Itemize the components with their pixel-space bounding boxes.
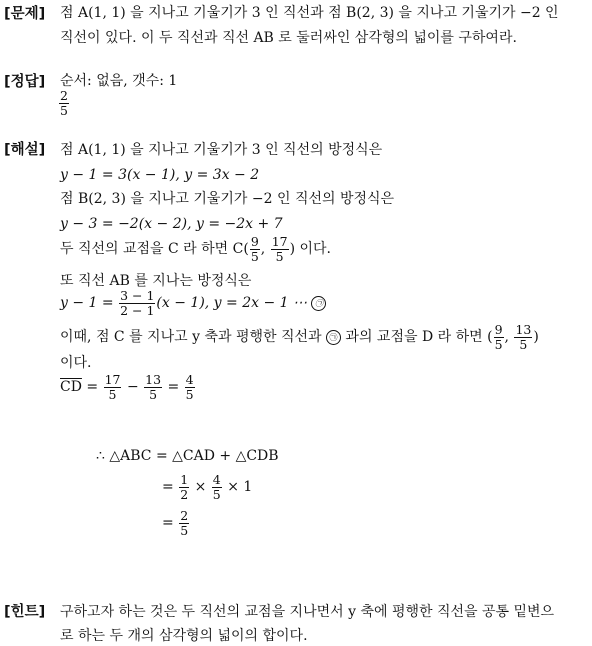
solution-line-2: 점 B(2, 3) 을 지나고 기울기가 −2 인 직선의 방정식은 <box>60 191 395 207</box>
hint-label: [힌트] <box>4 604 46 620</box>
solution-line-1: 점 A(1, 1) 을 지나고 기울기가 3 인 직선의 방정식은 <box>60 142 383 158</box>
solution-intersection-d: 이때, 점 C 를 지나고 y 축과 평행한 직선과 ㉠ 과의 교점을 D 라 하면 ( $\frac{9}{5}$ , $\frac{13}{5}$ ) <box>60 321 539 352</box>
solution-cd-length: $\overline{CD}$ = $\frac{17}{5}$ − $\frac{13}{5}$ = $\frac{4}{5}$ <box>60 371 194 402</box>
solution-area-product: = $\frac{1}{2}$ × $\frac{4}{5}$ × 1 <box>162 471 253 502</box>
solution-line-ab: 또 직선 AB 를 지나는 방정식은 <box>60 273 252 289</box>
answer-label: [정답] <box>4 74 46 90</box>
solution-eq-ab: y − 1 = $\frac{3 - 1}{2 - 1}$ (x − 1), y = 2x − 1 ⋯ ㉠ <box>60 286 326 320</box>
problem-line-2: 직선이 있다. 이 두 직선과 직선 AB 로 둘러싸인 삼각형의 넓이를 구하여라. <box>60 30 517 46</box>
answer-meta: 순서: 없음, 갯수: 1 <box>60 73 178 89</box>
solution-intersection-c: 두 직선의 교점을 C 라 하면 C( $\frac{9}{5}$ , $\frac{17}{5}$ ) 이다. <box>60 233 332 264</box>
solution-therefore-line: ∴ △ABC = △CAD + △CDB <box>96 448 279 464</box>
answer-numerator: 2 <box>60 88 68 103</box>
solution-area-result: = $\frac{2}{5}$ <box>162 507 189 538</box>
circle-label-icon: ㉠ <box>326 330 341 345</box>
answer-value <box>58 89 70 118</box>
problem-line-1: 점 A(1, 1) 을 지나고 기울기가 3 인 직선과 점 B(2, 3) 을 지나고 기울기가 −2 인 <box>60 5 559 21</box>
problem-label: [문제] <box>4 6 46 22</box>
circle-label-icon: ㉠ <box>311 296 326 311</box>
answer-denominator: 5 <box>60 103 68 118</box>
solution-line-ida: 이다. <box>60 355 92 371</box>
solution-label: [해설] <box>4 142 46 158</box>
hint-line-2: 로 하는 두 개의 삼각형의 넓이의 합이다. <box>60 628 308 644</box>
hint-line-1: 구하고자 하는 것은 두 직선의 교점을 지나면서 y 축에 평행한 직선을 공통 밑변으 <box>60 604 555 620</box>
solution-eq-2: y − 3 = −2(x − 2), y = −2x + 7 <box>60 216 283 232</box>
solution-eq-1: y − 1 = 3(x − 1), y = 3x − 2 <box>60 167 260 183</box>
